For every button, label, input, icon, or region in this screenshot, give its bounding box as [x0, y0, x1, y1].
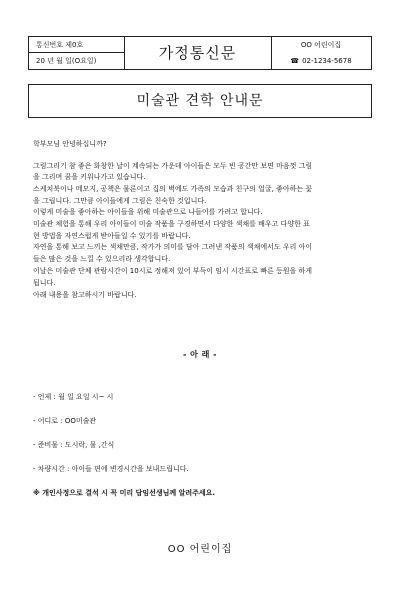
body-line: 스케치북이나 메모지, 공책은 물론이고 집의 벽에도 가족의 모습과 친구의 얼굴, 좋아하는 꽃 — [33, 185, 313, 193]
body-line: 현 방법을 자연스럽게 받아들일 수 있기를 바랍니다. — [33, 232, 191, 240]
greeting: 학부모님 안녕하십니까? — [33, 140, 107, 148]
body-line: 자연을 통해 보고 느끼는 색채만큼, 작가가 의미를 담아 그려낸 작품의 색채에서도 우리 아이 — [33, 243, 313, 251]
body-line: 을 그립니다. 그만큼 아이들에게 그림은 친숙한 것입니다. — [33, 197, 207, 205]
letter-title: 가정통신문 — [124, 37, 272, 69]
body-line: 이날은 미술관 단체 관람시간이 10시로 정해져 있어 부득이 임시 시간표로 빠른 등원을 하게 — [33, 267, 313, 275]
header-right-cell — [271, 37, 371, 69]
phone-row — [271, 53, 371, 69]
footer-school-name: OO 어린이집 — [167, 544, 233, 555]
body-line: 이렇게 미술을 좋아하는 아이들을 위해 미술관으로 나들이를 가려고 합니다. — [33, 208, 263, 216]
date-line: 20 년 월 일(O요일) — [36, 57, 97, 65]
detail-supplies: - 준비물 : 도시락, 물 ,간식 — [33, 441, 115, 449]
header-left-cell — [29, 37, 125, 69]
notice-title: 미술관 견학 안내문 — [28, 84, 372, 118]
body-line: 미술관 체험을 통해 우리 아이들이 미술 작품을 구경하면서 다양한 색채를 배우고 다양한 표 — [33, 220, 310, 228]
detail-bus-time: - 차량시간 : 아이들 편에 변경시간을 보내드립니다. — [33, 465, 189, 473]
body-line: 아래 내용을 참고하시기 바랍니다. — [33, 291, 137, 299]
letter-header — [28, 36, 372, 70]
body-line: 그림그리기 참 좋은 화창한 날이 계속되는 가운데 아이들은 모두 빈 공간만 보면 마음껏 그림 — [33, 162, 313, 170]
absence-notice: ※ 개인사정으로 결석 시 꼭 미리 담임선생님께 알려주세요. — [33, 489, 216, 497]
body-line: 을 그리며 꿈을 키워나가고 있습니다. — [33, 173, 146, 181]
memo-heading: - 아 래 - — [183, 350, 217, 359]
detail-when: - 언제 : 월 일 요일 시~ 시 — [33, 393, 114, 401]
body-line: 됩니다. — [33, 279, 56, 287]
school-name: OO 어린이집 — [300, 41, 342, 49]
phone-number: 02-1234-5678 — [302, 57, 352, 65]
detail-where: - 어디로 : OO미술관 — [33, 417, 97, 425]
phone-icon: ☎ — [290, 57, 300, 65]
doc-number: 통신번호 제0호 — [29, 37, 124, 53]
body-line: 들은 많은 것을 느낄 수 있으리라 생각합니다. — [33, 255, 171, 263]
